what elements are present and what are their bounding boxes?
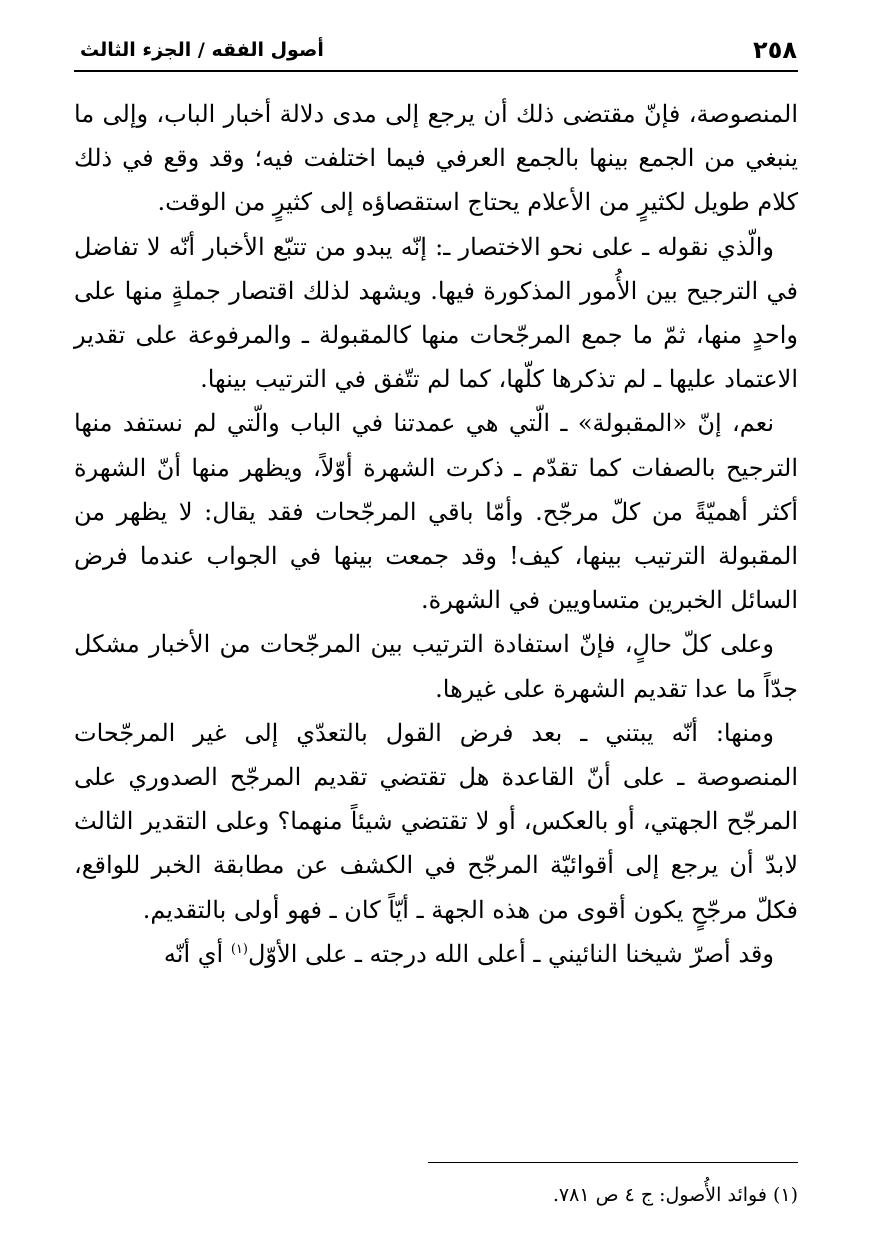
paragraph: والّذي نقوله ـ على نحو الاختصار ـ: إنّه يبدو من تتبّع الأخبار أنّه لا تفاضل في الترجيح بين الأُمور المذكورة فيها. ويشهد لذلك اقتصار جملةٍ منها على واحدٍ منها، ثمّ ما جمع المرجّحات منها كالمقبولة ـ والمرفوعة على تقدير الاعتماد عليها ـ لم تذكرها كلّها، كما لم تتّفق في الترتيب بينها. [74,232,798,394]
paragraph-last-text: وقد أصرّ شيخنا النائيني ـ أعلى الله درجته ـ على الأوّل [247,939,774,968]
paragraph: وعلى كلّ حالٍ، فإنّ استفادة الترتيب بين المرجّحات من الأخبار مشكل جدّاً ما عدا تقديم الشهرة على غيرها. [74,630,798,703]
body-text [74,92,798,976]
paragraph-last [74,932,798,976]
page-header [80,34,797,66]
paragraph: نعم، إنّ «المقبولة» ـ الّتي هي عمدتنا في الباب والّتي لم نستفد منها الترجيح بالصفات كما تقدّم ـ ذكرت الشهرة أوّلاً، ويظهر منها أنّ الشهرة أكثر أهميّةً من كلّ مرجّح. وأمّا باقي المرجّحات فقد يقال: لا يظهر من المقبولة الترتيب بينها، كيف! وقد جمعت بينها في الجواب عندما فرض السائل الخبرين متساويين في الشهرة. [74,409,798,615]
paragraph-last-tail: أي أنّه [163,939,231,968]
header-rule [74,70,798,72]
paragraph: ومنها: أنّه يبتني ـ بعد فرض القول بالتعدّي إلى غير المرجّحات المنصوصة ـ على أنّ القاعدة هل تقتضي تقديم المرجّح الصدوري على المرجّح الجهتي، أو بالعكس، أو لا تقتضي شيئاً منهما؟ وعلى التقدير الثالث لابدّ أن يرجع إلى أقوائيّة المرجّح في الكشف عن مطابقة الخبر للواقع، فكلّ مرجّحٍ يكون أقوى من هذه الجهة ـ أيّاً كان ـ فهو أولى بالتقديم. [74,718,798,924]
footnote-reference[interactable]: (١) [230,941,248,957]
paragraph: المنصوصة، فإنّ مقتضى ذلك أن يرجع إلى مدى دلالة أخبار الباب، وإلى ما ينبغي من الجمع بينها بالجمع العرفي فيما اختلفت فيه؛ وقد وقع في ذلك كلام طويل لكثيرٍ من الأعلام يحتاج استقصاؤه إلى كثيرٍ من الوقت. [74,100,798,217]
page-number: ٢٥٨ [753,36,797,64]
footnote-rule [428,1162,798,1163]
footnote: (١) فوائد الأُصول: ج ٤ ص ٧٨١. [552,1184,798,1206]
running-title: أصول الفقه / الجزء الثالث [80,39,324,61]
